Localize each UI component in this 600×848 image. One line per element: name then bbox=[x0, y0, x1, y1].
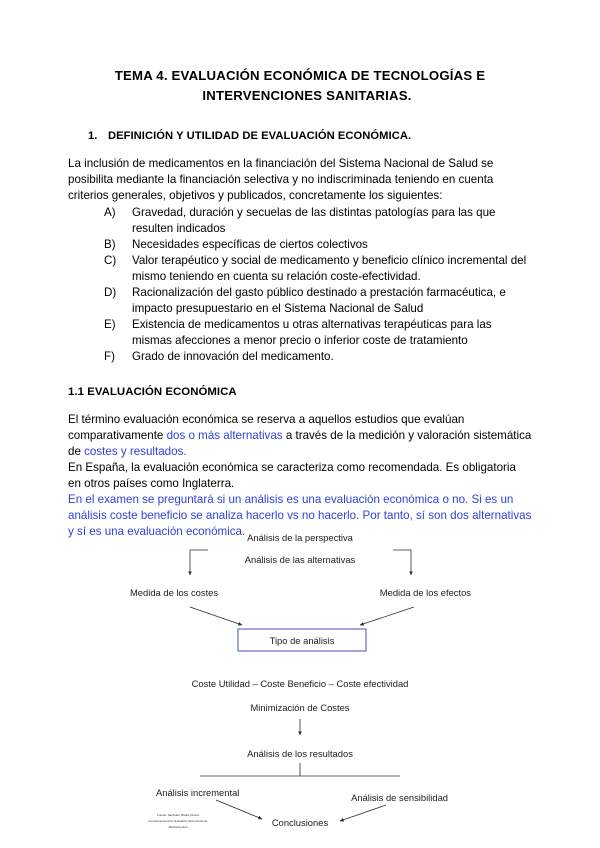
diagram-node-incremental: Análisis incremental bbox=[156, 787, 240, 798]
diagram-node-conclusiones: Conclusiones bbox=[271, 817, 329, 828]
title-line-2: INTERVENCIONES SANITARIAS. bbox=[202, 88, 412, 104]
highlight-dos-o-mas-alternativas: dos o más alternativas bbox=[166, 428, 283, 442]
list-item-text: Grado de innovación del medicamento. bbox=[132, 350, 334, 364]
diagram-node-resultados: Análisis de los resultados bbox=[247, 748, 353, 759]
diagram-source-line-1: Fuente: Sacristán, Badía, Rovira bbox=[157, 813, 199, 817]
list-item bbox=[88, 205, 532, 237]
list-item-text: Necesidades específicas de ciertos colectivos bbox=[132, 238, 368, 252]
diagram-node-sensibilidad: Análisis de sensibilidad bbox=[351, 792, 448, 803]
list-item bbox=[88, 285, 532, 317]
list-item bbox=[88, 253, 532, 285]
list-item bbox=[88, 237, 532, 253]
list-item-marker: F) bbox=[104, 350, 115, 364]
paragraph-1-part-1: El término evaluación económica se reserva a aquellos estudios que evalúan comparativamente bbox=[68, 412, 465, 442]
list-item-text: Racionalización del gasto público destinado a prestación farmacéutica, e impacto presupuestario en el Sistema Nacional de Salud bbox=[132, 286, 506, 316]
list-item-text: Existencia de medicamentos u otras alternativas terapéuticas para las mismas afecciones a menor precio o inferior coste de tratamiento bbox=[132, 318, 492, 348]
diagram-source-line-3: Medicamentos bbox=[168, 825, 188, 829]
diagram-node-alternativas: Análisis de las alternativas bbox=[244, 554, 356, 565]
criteria-list bbox=[68, 204, 532, 365]
section-1-1-heading: 1.1 EVALUACIÓN ECONÓMICA bbox=[68, 385, 237, 398]
section-1-heading bbox=[68, 107, 532, 142]
list-item bbox=[88, 317, 532, 349]
document-content bbox=[68, 0, 532, 540]
diagram-node-minimizacion: Minimización de Costes bbox=[250, 702, 350, 713]
list-item-marker: B) bbox=[104, 238, 116, 252]
evaluation-flow-diagram bbox=[128, 519, 473, 829]
title-line-1: TEMA 4. EVALUACIÓN ECONÓMICA DE TECNOLOGÍAS E bbox=[114, 68, 486, 83]
diagram-node-coste-linea: Coste Utilidad – Coste Beneficio – Coste efectividad bbox=[191, 678, 409, 689]
diagram-node-perspectiva: Análisis de la perspectiva bbox=[247, 532, 353, 543]
diagram-source-line-2: Farmacoeconomía: Evaluación Económica de bbox=[148, 819, 208, 823]
section-1-1-paragraph-3-exam-note: En el examen se preguntará si un análisis es una evaluación económica o no. Si es un análisis coste beneficio se analiza hacerlo vs no hacerlo. Por tanto, sí son dos alternativas y sí es una evaluación económica. bbox=[68, 492, 532, 538]
diagram-node-medida-efectos: Medida de los efectos bbox=[379, 587, 471, 598]
section-1-1-paragraph-2: En España, la evaluación económica se caracteriza como recomendada. Es obligatoria en otros países como Inglaterra. bbox=[68, 460, 516, 490]
highlight-costes-y-resultados: costes y resultados. bbox=[84, 444, 187, 458]
section-1-number: 1. bbox=[88, 129, 98, 142]
section-1-1-paragraph-1 bbox=[68, 398, 532, 460]
list-item-marker: E) bbox=[104, 318, 116, 332]
list-item bbox=[88, 349, 532, 365]
list-item-text: Gravedad, duración y secuelas de las distintas patologías para las que resulten indicados bbox=[132, 206, 496, 236]
section-1-heading-text: DEFINICIÓN Y UTILIDAD DE EVALUACIÓN ECONÓMICA. bbox=[108, 129, 412, 142]
list-item-marker: D) bbox=[104, 286, 117, 300]
list-item-text: Valor terapéutico y social de medicamento y beneficio clínico incremental del mismo teniendo en cuenta su relación coste-efectividad. bbox=[132, 254, 527, 284]
list-item-marker: C) bbox=[104, 254, 117, 268]
section-1-intro-paragraph: La inclusión de medicamentos en la financiación del Sistema Nacional de Salud se posibilita mediante la financiación selectiva y no indiscriminada teniendo en cuenta criterios generales, objetivos y publicados, concretamente los siguientes: bbox=[68, 156, 494, 202]
diagram-node-medida-costes: Medida de los costes bbox=[130, 587, 219, 598]
list-item-marker: A) bbox=[104, 206, 116, 220]
page-title bbox=[68, 0, 532, 107]
paragraph-1-part-2: a través de la medición y valoración sistemática de bbox=[68, 428, 532, 458]
diagram-node-tipo-analisis: Tipo de análisis bbox=[269, 635, 335, 646]
